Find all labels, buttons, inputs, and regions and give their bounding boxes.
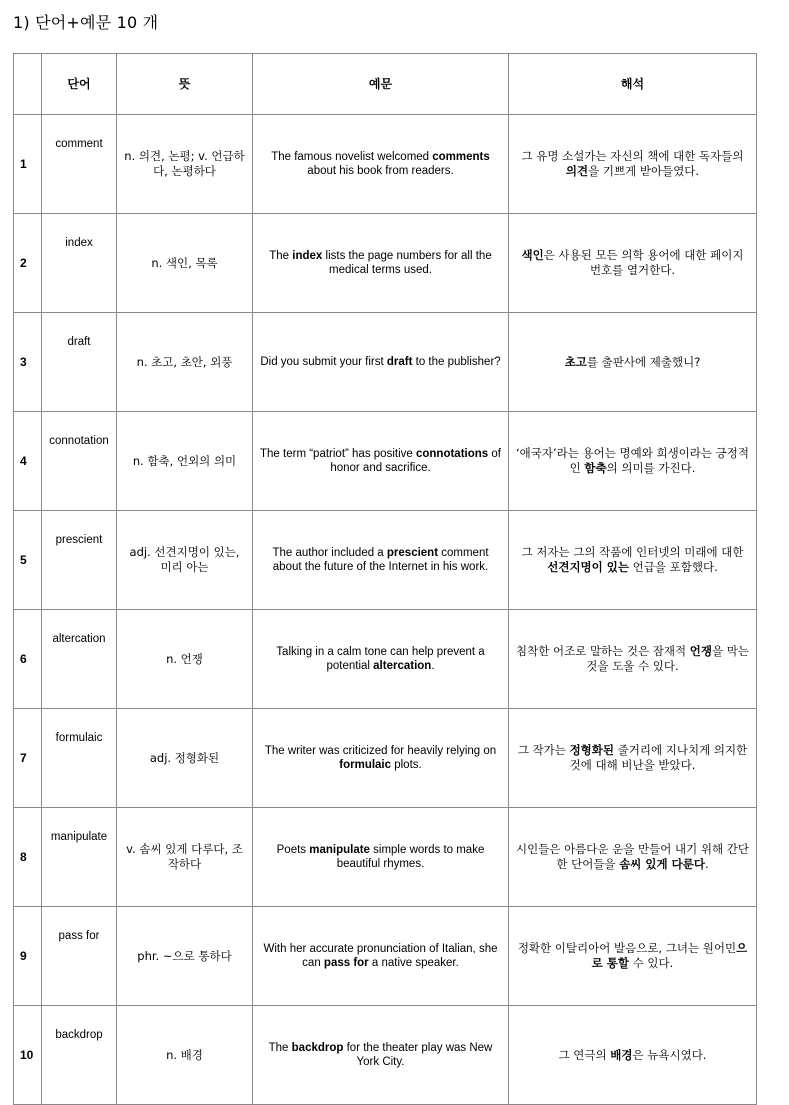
word-meaning: adj. 정형화된: [117, 709, 253, 808]
translation: [509, 709, 757, 808]
example-text: for the theater play was New York City.: [343, 1042, 493, 1068]
table-row: [14, 1006, 757, 1105]
vocab-word: pass for: [42, 907, 117, 1006]
translation: [509, 610, 757, 709]
table-row: [14, 907, 757, 1006]
translation-text: 수 있다.: [629, 956, 674, 970]
example-sentence: [253, 709, 509, 808]
table-row: [14, 214, 757, 313]
table-row: [14, 412, 757, 511]
example-text: With her accurate pronunciation of Italian, she can: [263, 943, 498, 969]
row-number: 2: [14, 214, 42, 313]
translation-keyword: 색인: [521, 248, 544, 262]
word-meaning: phr. ~으로 통하다: [117, 907, 253, 1006]
translation-text: 그 연극의: [558, 1047, 611, 1062]
translation-text: 시인들은 아름다운 운을 만들어 내기 위해 간단한 단어들을: [515, 842, 749, 871]
translation-keyword: 선견지명이 있는: [547, 560, 630, 574]
example-keyword: formulaic: [339, 759, 392, 771]
row-number: 9: [14, 907, 42, 1006]
example-text: Did you submit your first: [260, 356, 387, 368]
translation: [509, 808, 757, 907]
example-keyword: connotations: [415, 448, 489, 460]
document-title: 1) 단어+예문 10 개: [13, 13, 159, 32]
example-sentence: [253, 907, 509, 1006]
header-word: 단어: [42, 54, 117, 115]
translation-text: 줄거리에 지나치게 의지한 것에 대해 비난을 받았다.: [569, 743, 748, 772]
table-body: [14, 115, 757, 1105]
translation-text: 그 유명 소설가는 자신의 책에 대한 독자들의: [521, 149, 744, 163]
example-text: .: [431, 660, 435, 672]
translation-text: 그 저자는 그의 작품에 인터넷의 미래에 대한: [521, 545, 744, 559]
row-number: 4: [14, 412, 42, 511]
example-text: The: [269, 250, 293, 262]
table-row: [14, 313, 757, 412]
translation-keyword: 함축: [584, 461, 607, 475]
example-keyword: prescient: [386, 547, 439, 559]
vocab-word: altercation: [42, 610, 117, 709]
translation: [509, 511, 757, 610]
table-row: [14, 709, 757, 808]
translation: [509, 214, 757, 313]
row-number: 8: [14, 808, 42, 907]
example-text: The author included a: [272, 547, 387, 559]
table-row: [14, 610, 757, 709]
vocab-word: formulaic: [42, 709, 117, 808]
translation-text: 을 막는 것을 도울 수 있다.: [586, 644, 749, 673]
translation-text: 를 출판사에 제출했니?: [586, 354, 701, 369]
header-meaning: 뜻: [117, 54, 253, 115]
example-sentence: [253, 511, 509, 610]
word-meaning: v. 솜씨 있게 다루다, 조작하다: [117, 808, 253, 907]
example-text: plots.: [391, 759, 422, 771]
table-row: [14, 115, 757, 214]
example-keyword: comments: [432, 151, 490, 163]
example-keyword: draft: [386, 356, 413, 368]
example-sentence: [253, 808, 509, 907]
example-sentence: [253, 412, 509, 511]
word-meaning: n. 언쟁: [117, 610, 253, 709]
header-translation: 해석: [509, 54, 757, 115]
translation-text: 을 기쁘게 받아들였다.: [588, 164, 700, 178]
example-text: Poets: [276, 844, 310, 856]
translation: [509, 313, 757, 412]
example-text: a native speaker.: [368, 957, 459, 969]
translation-keyword: 초고: [564, 354, 587, 369]
header-num: [14, 54, 42, 115]
translation-text: 의 의미를 가진다.: [606, 461, 696, 475]
translation-text: 언급을 포함했다.: [629, 560, 718, 574]
example-text: The: [268, 1042, 292, 1054]
translation-keyword: 정형화된: [569, 743, 614, 757]
translation: [509, 907, 757, 1006]
translation-keyword: 배경: [610, 1047, 633, 1062]
example-sentence: [253, 610, 509, 709]
translation-text: 은 사용된 모든 의학 용어에 대한 페이지 번호를 열거한다.: [543, 248, 744, 277]
vocab-word: draft: [42, 313, 117, 412]
translation-text: 침착한 어조로 말하는 것은 잠재적: [515, 644, 690, 658]
translation: [509, 1006, 757, 1105]
header-example: 예문: [253, 54, 509, 115]
translation: [509, 412, 757, 511]
translation: [509, 115, 757, 214]
word-meaning: n. 색인, 목록: [117, 214, 253, 313]
example-keyword: pass for: [323, 957, 369, 969]
vocab-word: comment: [42, 115, 117, 214]
table-row: [14, 511, 757, 610]
row-number: 1: [14, 115, 42, 214]
row-number: 7: [14, 709, 42, 808]
translation-text: .: [704, 857, 709, 871]
example-text: Talking in a calm tone can help prevent a potential: [276, 646, 485, 672]
vocab-word: connotation: [42, 412, 117, 511]
translation-text: ‘애국자’라는 용어는 명예와 희생이라는 긍정적인: [515, 446, 749, 475]
word-meaning: adj. 선견지명이 있는, 미리 아는: [117, 511, 253, 610]
word-meaning: n. 의견, 논평; v. 언급하다, 논평하다: [117, 115, 253, 214]
translation-keyword: 으로 통할: [591, 941, 748, 970]
example-sentence: [253, 313, 509, 412]
example-sentence: [253, 214, 509, 313]
vocab-word: backdrop: [42, 1006, 117, 1105]
example-text: The term “patriot” has positive: [260, 448, 416, 460]
header-row: [14, 54, 757, 115]
word-meaning: n. 함축, 언외의 의미: [117, 412, 253, 511]
word-meaning: n. 배경: [117, 1006, 253, 1105]
example-text: about his book from readers.: [307, 165, 454, 177]
translation-text: 은 뉴욕시였다.: [632, 1047, 707, 1062]
vocab-word: index: [42, 214, 117, 313]
example-keyword: manipulate: [309, 844, 370, 856]
translation-keyword: 언쟁: [689, 644, 713, 658]
vocab-word: manipulate: [42, 808, 117, 907]
example-text: comment about the future of the Internet in his work.: [272, 547, 489, 573]
example-text: of honor and sacrifice.: [330, 448, 501, 474]
translation-text: 정확한 이탈리아어 발음으로, 그녀는 원어민: [517, 941, 737, 955]
example-sentence: [253, 115, 509, 214]
row-number: 6: [14, 610, 42, 709]
vocabulary-table: [13, 53, 757, 1105]
example-text: The famous novelist welcomed: [271, 151, 433, 163]
example-text: The writer was criticized for heavily relying on: [264, 745, 497, 757]
example-sentence: [253, 1006, 509, 1105]
table-row: [14, 808, 757, 907]
example-keyword: altercation: [373, 660, 432, 672]
vocab-word: prescient: [42, 511, 117, 610]
example-text: simple words to make beautiful rhymes.: [336, 844, 485, 870]
translation-keyword: 솜씨 있게 다룬다: [619, 857, 705, 871]
row-number: 10: [14, 1006, 42, 1105]
row-number: 5: [14, 511, 42, 610]
example-text: to the publisher?: [412, 356, 501, 368]
word-meaning: n. 초고, 초안, 외풍: [117, 313, 253, 412]
example-keyword: index: [292, 250, 323, 262]
example-keyword: backdrop: [291, 1042, 344, 1054]
example-text: lists the page numbers for all the medical terms used.: [322, 250, 492, 276]
row-number: 3: [14, 313, 42, 412]
translation-keyword: 의견: [565, 164, 589, 178]
translation-text: 그 작가는: [517, 743, 570, 757]
